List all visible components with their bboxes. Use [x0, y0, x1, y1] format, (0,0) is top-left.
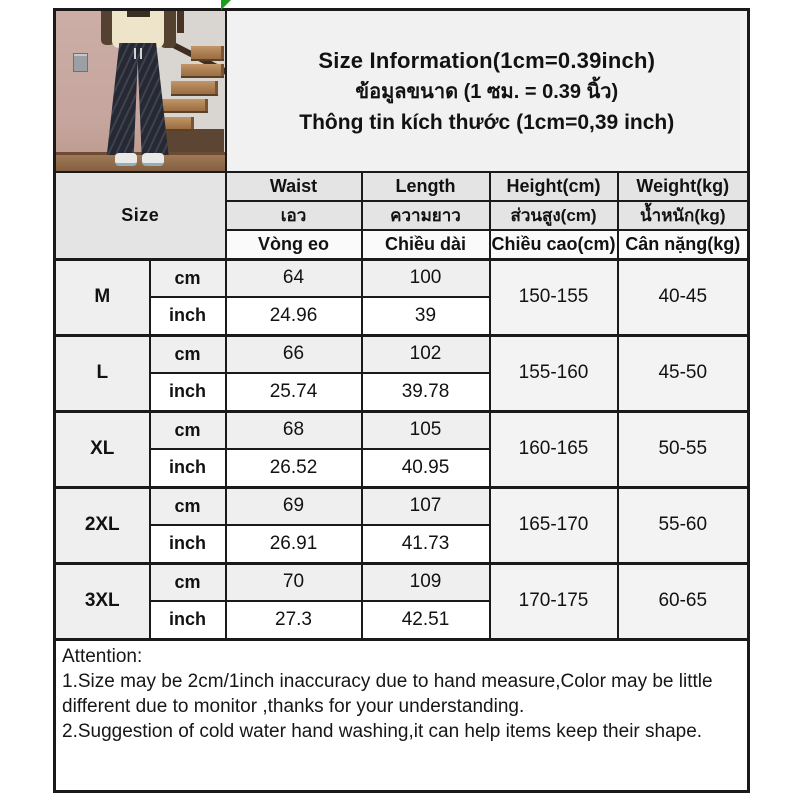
xl-waist-cm: 68: [226, 411, 362, 449]
product-photo: [56, 11, 225, 171]
row-label-3xl: 3XL: [55, 563, 150, 639]
col-header-height-th: ส่วนสูง(cm): [490, 201, 618, 230]
l-length-cm: 102: [362, 335, 490, 373]
l-waist-cm: 66: [226, 335, 362, 373]
3xl-waist-inch: 27.3: [226, 601, 362, 639]
unit-cm-label: cm: [150, 487, 226, 525]
m-weight-range: 40-45: [618, 259, 749, 335]
m-waist-inch: 24.96: [226, 297, 362, 335]
3xl-weight-range: 60-65: [618, 563, 749, 639]
row-label-2xl: 2XL: [55, 487, 150, 563]
col-header-waist-en: Waist: [226, 172, 362, 201]
m-length-inch: 39: [362, 297, 490, 335]
title-en: Size Information(1cm=0.39inch): [318, 47, 656, 73]
photo-stair-step: [181, 64, 225, 78]
unit-cm-label: cm: [150, 335, 226, 373]
col-header-length-th: ความยาว: [362, 201, 490, 230]
m-waist-cm: 64: [226, 259, 362, 297]
green-triangle-marker: [221, 0, 231, 10]
photo-rail-post: [177, 11, 184, 33]
unit-cm-label: cm: [150, 411, 226, 449]
photo-sneaker: [115, 153, 137, 166]
photo-wall-switch: [73, 53, 88, 72]
3xl-height-range: 170-175: [490, 563, 618, 639]
xl-length-cm: 105: [362, 411, 490, 449]
unit-inch-label: inch: [150, 297, 226, 335]
2xl-waist-cm: 69: [226, 487, 362, 525]
attention-heading: Attention:: [62, 645, 143, 667]
photo-sneaker: [142, 153, 164, 166]
attention-line2: 2.Suggestion of cold water hand washing,it can help items keep their shape.: [62, 720, 703, 742]
xl-weight-range: 50-55: [618, 411, 749, 487]
col-header-length-vi: Chiều dài: [362, 230, 490, 259]
col-header-weight-th: น้ำหนัก(kg): [618, 201, 749, 230]
size-chart-table: [53, 8, 750, 793]
unit-inch-label: inch: [150, 525, 226, 563]
photo-stair-step: [160, 99, 207, 113]
col-header-waist-vi: Vòng eo: [226, 230, 362, 259]
m-height-range: 150-155: [490, 259, 618, 335]
photo-drawstring: [140, 48, 142, 59]
col-header-weight-vi: Cân nặng(kg): [618, 230, 749, 259]
attention-line1: 1.Size may be 2cm/1inch inaccuracy due to hand measure,Color may be little different due to monitor ,thanks for your understanding.: [62, 670, 713, 717]
photo-person-collar: [127, 11, 151, 17]
attention-cell: [55, 639, 749, 791]
row-label-m: M: [55, 259, 150, 335]
unit-cm-label: cm: [150, 563, 226, 601]
xl-length-inch: 40.95: [362, 449, 490, 487]
size-header-cell: Size: [55, 172, 226, 259]
title-cell: [226, 10, 749, 173]
col-header-height-en: Height(cm): [490, 172, 618, 201]
3xl-length-cm: 109: [362, 563, 490, 601]
title-vi: Thông tin kích thước (1cm=0,39 inch): [299, 110, 675, 134]
row-label-xl: XL: [55, 411, 150, 487]
2xl-weight-range: 55-60: [618, 487, 749, 563]
photo-drawstring: [134, 48, 136, 59]
unit-inch-label: inch: [150, 601, 226, 639]
2xl-length-inch: 41.73: [362, 525, 490, 563]
unit-inch-label: inch: [150, 449, 226, 487]
title-th: ข้อมูลขนาด (1 ซม. = 0.39 นิ้ว): [355, 80, 619, 103]
row-label-l: L: [55, 335, 150, 411]
l-waist-inch: 25.74: [226, 373, 362, 411]
product-photo-cell: [55, 10, 226, 173]
col-header-height-vi: Chiều cao(cm): [490, 230, 618, 259]
photo-stair-step: [171, 81, 218, 95]
photo-wood-floor: [56, 152, 225, 171]
unit-inch-label: inch: [150, 373, 226, 411]
m-length-cm: 100: [362, 259, 490, 297]
3xl-waist-cm: 70: [226, 563, 362, 601]
col-header-weight-en: Weight(kg): [618, 172, 749, 201]
2xl-waist-inch: 26.91: [226, 525, 362, 563]
xl-height-range: 160-165: [490, 411, 618, 487]
l-weight-range: 45-50: [618, 335, 749, 411]
col-header-length-en: Length: [362, 172, 490, 201]
photo-stair-step: [191, 46, 225, 60]
col-header-waist-th: เอว: [226, 201, 362, 230]
3xl-length-inch: 42.51: [362, 601, 490, 639]
l-length-inch: 39.78: [362, 373, 490, 411]
l-height-range: 155-160: [490, 335, 618, 411]
xl-waist-inch: 26.52: [226, 449, 362, 487]
2xl-height-range: 165-170: [490, 487, 618, 563]
2xl-length-cm: 107: [362, 487, 490, 525]
unit-cm-label: cm: [150, 259, 226, 297]
